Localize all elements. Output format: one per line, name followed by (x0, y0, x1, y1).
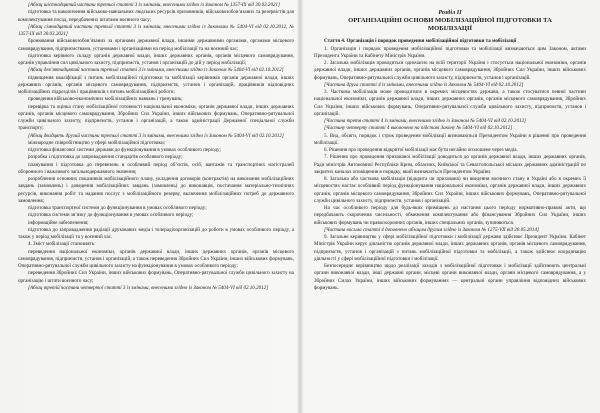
left-page-paragraph: підготовка фінансової системи держави до функціонування в умовах особливого періоду; (28, 147, 221, 153)
left-page-amendment-note: [Абзац дев’ятнадцятий частини третьої статті 3 із змінами, внесеними згідно із Законом № 5404-VI від 02.10.2012] (28, 67, 284, 74)
right-page-amendment-note: [Частину четверту статті 4 виключено на підставі Закону № 5404-VI від 02.10.2012] (324, 125, 513, 132)
left-page-paragraph: підготовка системи зв’язку до функціонування в умовах особливого періоду; (28, 212, 194, 219)
right-page-paragraph: 9. Загальне керівництво у сфері мобілізаційної підготовки і мобілізації держави здійснює Президент України. Кабінет Міністрів України керує діяльністю органів державної влади, інших державних органів, органів місцевого самоврядування, підприємств, установ і організацій з питань мобілізаційної підготовки та мобілізації, а також здійснює координацію діяльності у сфері мобілізаційної підготовки і мобілізації. (314, 234, 586, 262)
right-page-amendment-note: [Частина третя статті 4 із змінами, внесеними згідно із Законом № 5404-VI від 02.10.2012] (324, 118, 526, 125)
left-page-amendment-note: [Абзац сімнадцятий частини третьої статті 3 із змінами, внесеними згідно із Законами № 5404-VI від 02.10.2012, № 1357-IX від 30.03.2021] (18, 23, 294, 37)
left-page-amendment-note: [Абзац шістнадцятий частини третьої статті 3 із змінами, внесеними згідно із Законом № 1357-IX від 30.03.2021] (28, 2, 280, 8)
right-page-paragraph: На час особливого періоду для будь-яких приміщень до настання цього періоду нормативно-правові акти, що передбачають скорочення чисельності, обмеження комплектування або фінансування Збройних Сил України, інших військових формувань чи правоохоронних органів, інших спеціальних органів, зупиняються. (314, 205, 586, 226)
left-page-amendment-note: [Абзац двадцять другий частини третьої статті 3 із змінами, внесеними згідно із Законом № 5404-VI від 02.10.2012] (28, 132, 284, 139)
left-page-paragraph: проведення військово-економічних мобілізаційних навчань і тренувань; (28, 96, 183, 103)
right-page-paragraph: 6. Рішення про проведення відкритої мобілізації має бути негайно оголошене через медіа. (324, 147, 518, 154)
left-page-paragraph: перевірка та оцінка стану мобілізаційної готовності національної економіки, органів державної влади, інших державних органів, органів місцевого самоврядування, Збройних Сил України, інших військових формувань, Оперативно-рятувальної служби цивільного захисту, підприємств, установ і організацій, а також адміністрації Державної спеціальної служби транспорту; (18, 103, 294, 132)
right-page-body (314, 38, 586, 292)
left-page-amendment-note: [Абзац третій частини четвертої статті 3 із змінами, внесеними згідно із Законом № 5404-VI від 02.10.2012] (28, 284, 269, 291)
left-page-paragraph: переведення національної економіки, органів державної влади, інших державних органів, органів місцевого самоврядування, підприємств, установ і організацій, а також переведення Збройних Сил України, інших військових формувань, Оперативно-рятувальної служби цивільного захисту на функціонування в умовах особливого періоду; (18, 248, 294, 269)
right-page-article-title: Стаття 4. Організація і порядок проведення мобілізаційної підготовки та мобілізації (324, 38, 517, 45)
right-page-paragraph: 5. Вид, обсяги, порядок і строк проведення мобілізації визначаються Президентом України в рішенні про проведення мобілізації. (314, 132, 586, 146)
left-page-paragraph: розроблення основних показників мобілізаційного плану, укладення договорів (контрактів) на виконання мобілізаційних завдань (замовлень) і доведення мобілізаційних завдань (замовлень) до виконавців, постачання матеріально-технічних ресурсів, виконання робіт та надання послуг з мобілізаційного резерву, включення мобілізаційних потреб до державного замовлення; (18, 176, 294, 204)
right-page (300, 0, 600, 413)
right-page-paragraph: 3. Часткова мобілізація може проводитися в окремих місцевостях держави, а також стосуватися певної частини національної економіки, органів державної влади, інших державних органів, органів місцевого самоврядування, Збройних Сил України, інших військових формувань, Оперативно-рятувальної служби цивільного захисту, підприємств, установ і організацій. (314, 89, 586, 117)
right-page-paragraph: 8. Загальна або часткова мобілізація (відкрита чи прихована) чи введення воєнного стану в Україні або в окремих її місцевостях настає особливий період функціонування національної економіки, органів державної влади, інших державних органів, органів місцевого самоврядування, Збройних Сил України, інших військових формувань, Оперативно-рятувальної служби цивільного захисту, підприємств, установ і організацій. (314, 176, 586, 204)
section-heading (314, 9, 586, 33)
left-page-paragraph: міжнародне співробітництво у сфері мобілізаційної підготовки; (28, 139, 166, 146)
left-page-paragraph: 4. Зміст мобілізації становлять: (28, 241, 96, 248)
right-page-paragraph: Безпосереднє керівництво щодо реалізації заходів з мобілізаційної підготовки і мобілізації здійснюють центральні органи виконавчої влади, інші державні органи, місцеві органи виконавчої влади, органи місцевого самоврядування, а у Збройних Силах України, інших військових формуваннях — центральні органи управління відповідних військових формувань. (314, 263, 586, 291)
left-page-paragraph: переведення Збройних Сил України, інших військових формувань, Оперативно-рятувальної служби цивільного захисту на організацію і штати воєнного часу; (18, 270, 294, 284)
left-page-paragraph: бронювання військовозобов’язаних за органами державної влади, іншими державними органами, органами місцевого самоврядування, підприємствами, установами і організаціями на період мобілізації та на воєнний час; (18, 38, 294, 52)
left-page-paragraph: планування і підготовка до перевезень в особливий період об’єктів, осіб, вантажів та транспортних магістралей оборонного і важливого загальнодержавного значення; (18, 161, 294, 175)
right-page-paragraph: 7. Рішення про проведення прихованої мобілізації доводиться до органів державної влади, інших державних органів, Ради міністрів Автономної Республіки Крим, обласних, Київської та Севастопольської міських державних адміністрацій по закритих каналах оповіщення в порядку, який визначається Президентом України. (314, 154, 586, 175)
left-page-paragraph: розробка і підготовка до запровадження стандартів особливого періоду; (28, 154, 183, 161)
left-page-paragraph: підготовка до запровадження радіації друкованих медіа і телерадіоорганізацій до роботи в умовах особливого періоду, а також у період мобілізації та у воєнний час. (18, 226, 294, 240)
left-page-paragraph: підготовка та накопичення військово-навчальних людських ресурсів призовників, військовозобов’язаних та резервістів для комплектування посад, передбачених штатами воєнного часу; (18, 9, 294, 23)
left-page-paragraph: підвищення кваліфікації з питань мобілізаційної підготовки та мобілізації керівників органів державної влади, інших державних органів, органів місцевого самоврядування, підприємств, установ і організацій, працівників відповідних мобілізаційних підрозділів і працівників з питань мобілізаційної роботи; (18, 74, 294, 95)
right-page-paragraph: 1. Організація і порядок проведення мобілізаційної підготовки та мобілізації визначаються цим Законом, актами Президента України та Кабінету Міністрів України. (314, 45, 586, 59)
left-page-paragraph: підготовка керівного складу органів державної влади, інших державних органів, органів місцевого самоврядування, органів управління сил цивільного захисту, підприємств, установ і організацій до дій у період мобілізації; (18, 52, 294, 66)
right-page-amendment-note: [Частина восьма статті 4 доповнено абзацом другим згідно із Законом № 1275-VII від 20.05.2014] (324, 226, 539, 233)
section-title: ОРГАНІЗАЦІЙНІ ОСНОВИ МОБІЛІЗАЦІЙНОЇ ПІДГОТОВКИ ТА МОБІЛІЗАЦІЇ (348, 17, 552, 33)
left-page-paragraph: інформаційне забезпечення; (28, 219, 89, 226)
right-page-amendment-note: [Частина друга статті 4 із змінами, внесеними згідно із Законом № 5404-VI від 02.10.2012] (324, 81, 524, 88)
right-page-paragraph: 2. Загальна мобілізація проводиться одночасно на всій території України і стосується національної економіки, органів державної влади, інших державних органів, органів місцевого самоврядування, Збройних Сил України, інших військових формувань, Оперативно-рятувальної служби цивільного захисту, підприємств, установ і організацій. (314, 60, 586, 81)
section-label: Розділ II (438, 9, 462, 16)
left-page-paragraph: підготовка транспортної системи до функціонування в умовах особливого періоду; (28, 205, 207, 211)
